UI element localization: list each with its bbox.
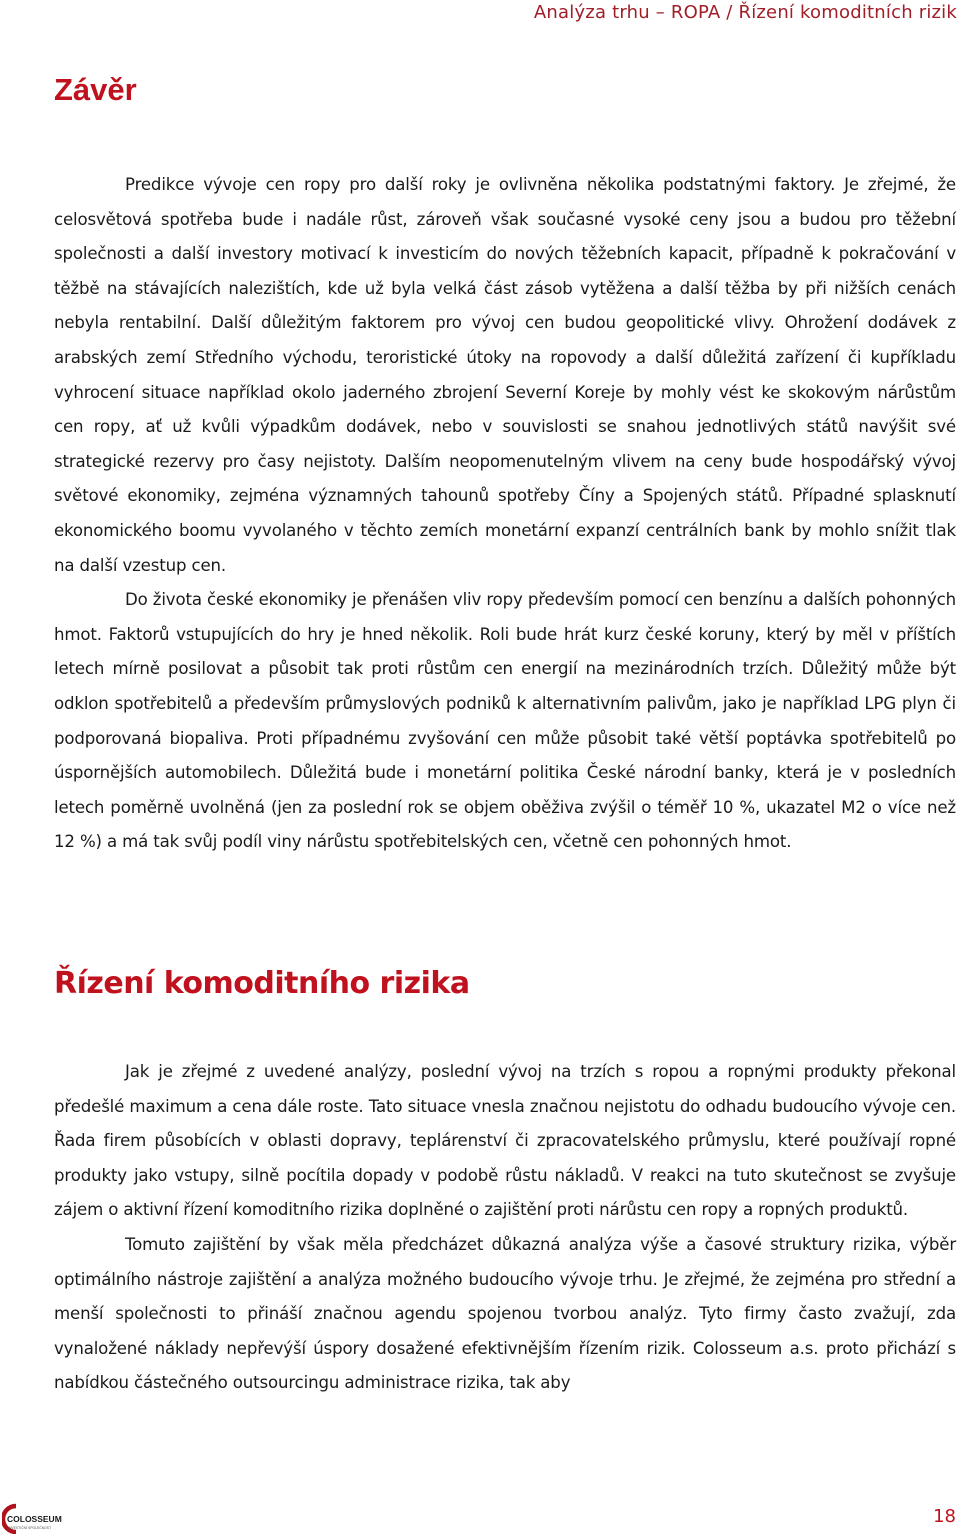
colosseum-logo <box>2 1502 62 1534</box>
paragraph: Jak je zřejmé z uvedené analýzy, poslední vývoj na trzích s ropou a ropnými produkty překonal předešlé maximum a cena dále roste. Tato situace vnesla značnou nejistotu do odhadu budoucího vývoje cen. Řada firem působících v oblasti dopravy, teplárenství či zpracovatelského průmyslu, které používají ropné produkty jako vstupy, silně pocítila dopady v podobě růstu nákladů. V reakci na tuto skutečnost se zvyšuje zájem o aktivní řízení komoditního rizika doplněné o zajištění proti nárůstu cen ropy a ropných produktů. <box>54 1062 956 1220</box>
section-body-rizeni-rizika <box>54 1055 956 1401</box>
logo-tagline: INVESTIČNÍ SPOLEČNOST <box>8 1526 52 1530</box>
section-heading-rizeni-rizika: Řízení komoditního rizika <box>54 966 470 1001</box>
section-body-zaver <box>54 168 956 860</box>
section-heading-zaver: Závěr <box>54 72 137 107</box>
page-number: 18 <box>933 1506 956 1527</box>
logo-wordmark: COLOSSEUM <box>7 1514 62 1524</box>
running-header: Analýza trhu – ROPA / Řízení komoditních rizik <box>533 2 957 23</box>
paragraph: Tomuto zajištění by však měla předcházet důkazná analýza výše a časové struktury rizika, výběr optimálního nástroje zajištění a analýza možného budoucího vývoje trhu. Je zřejmé, že zejména pro střední a menší společnosti to přináší značnou agendu spojenou tvorbou analýz. Tyto firmy často zvažují, zda vynaložené náklady nepřevýší úspory dosažené efektivnějším řízením rizik. Colosseum a.s. proto přichází s nabídkou částečného outsourcingu administrace rizika, tak aby <box>54 1234 956 1393</box>
paragraph: Do života české ekonomiky je přenášen vliv ropy především pomocí cen benzínu a dalších pohonných hmot. Faktorů vstupujících do hry je hned několik. Roli bude hrát kurz české koruny, který by měl v příštích letech mírně posilovat a působit tak proti růstům cen energií na mezinárodních trzích. Důležitý může být odklon spotřebitelů a především průmyslových podniků k alternativním palivům, jako je například LPG plyn či podporovaná biopaliva. Proti případnému zvyšování cen může působit také větší poptávka spotřebitelů po úspornějších automobilech. Důležitá bude i monetární politika České národní banky, která je v posledních letech poměrně uvolněná (jen za poslední rok se objem oběživa zvýšil o téměř 10 %, ukazatel M2 o více než 12 %) a má tak svůj podíl viny nárůstu spotřebitelských cen, včetně cen pohonných hmot. <box>54 590 956 852</box>
paragraph: Predikce vývoje cen ropy pro další roky je ovlivněna několika podstatnými faktory. Je zřejmé, že celosvětová spotřeba bude i nadále růst, zároveň však současné vysoké ceny jsou a budou pro těžební společnosti a další investory motivací k investicím do nových těžebních kapacit, případně k pokračování v těžbě na stávajících nalezištích, kde už byla velká část zásob vytěžena a další těžba by při nižších cenách nebyla rentabilní. Další důležitým faktorem pro vývoj cen budou geopolitické vlivy. Ohrožení dodávek z arabských zemí Středního východu, teroristické útoky na ropovody a další důležitá zařízení či kupříkladu vyhrocení situace například okolo jaderného zbrojení Severní Koreje by mohly vést ke skokovým nárůstům cen ropy, ať už kvůli výpadkům dodávek, nebo v souvislosti se snahou jednotlivých států navýšit své strategické rezervy pro časy nejistoty. Dalším neopomenutelným vlivem na ceny bude hospodářský vývoj světové ekonomiky, zejména významných tahounů spotřeby Číny a Spojených států. Případné splasknutí ekonomického boomu vyvolaného v těchto zemích monetární expanzí centrálních bank by mohlo snížit tlak na další vzestup cen. <box>54 175 956 575</box>
